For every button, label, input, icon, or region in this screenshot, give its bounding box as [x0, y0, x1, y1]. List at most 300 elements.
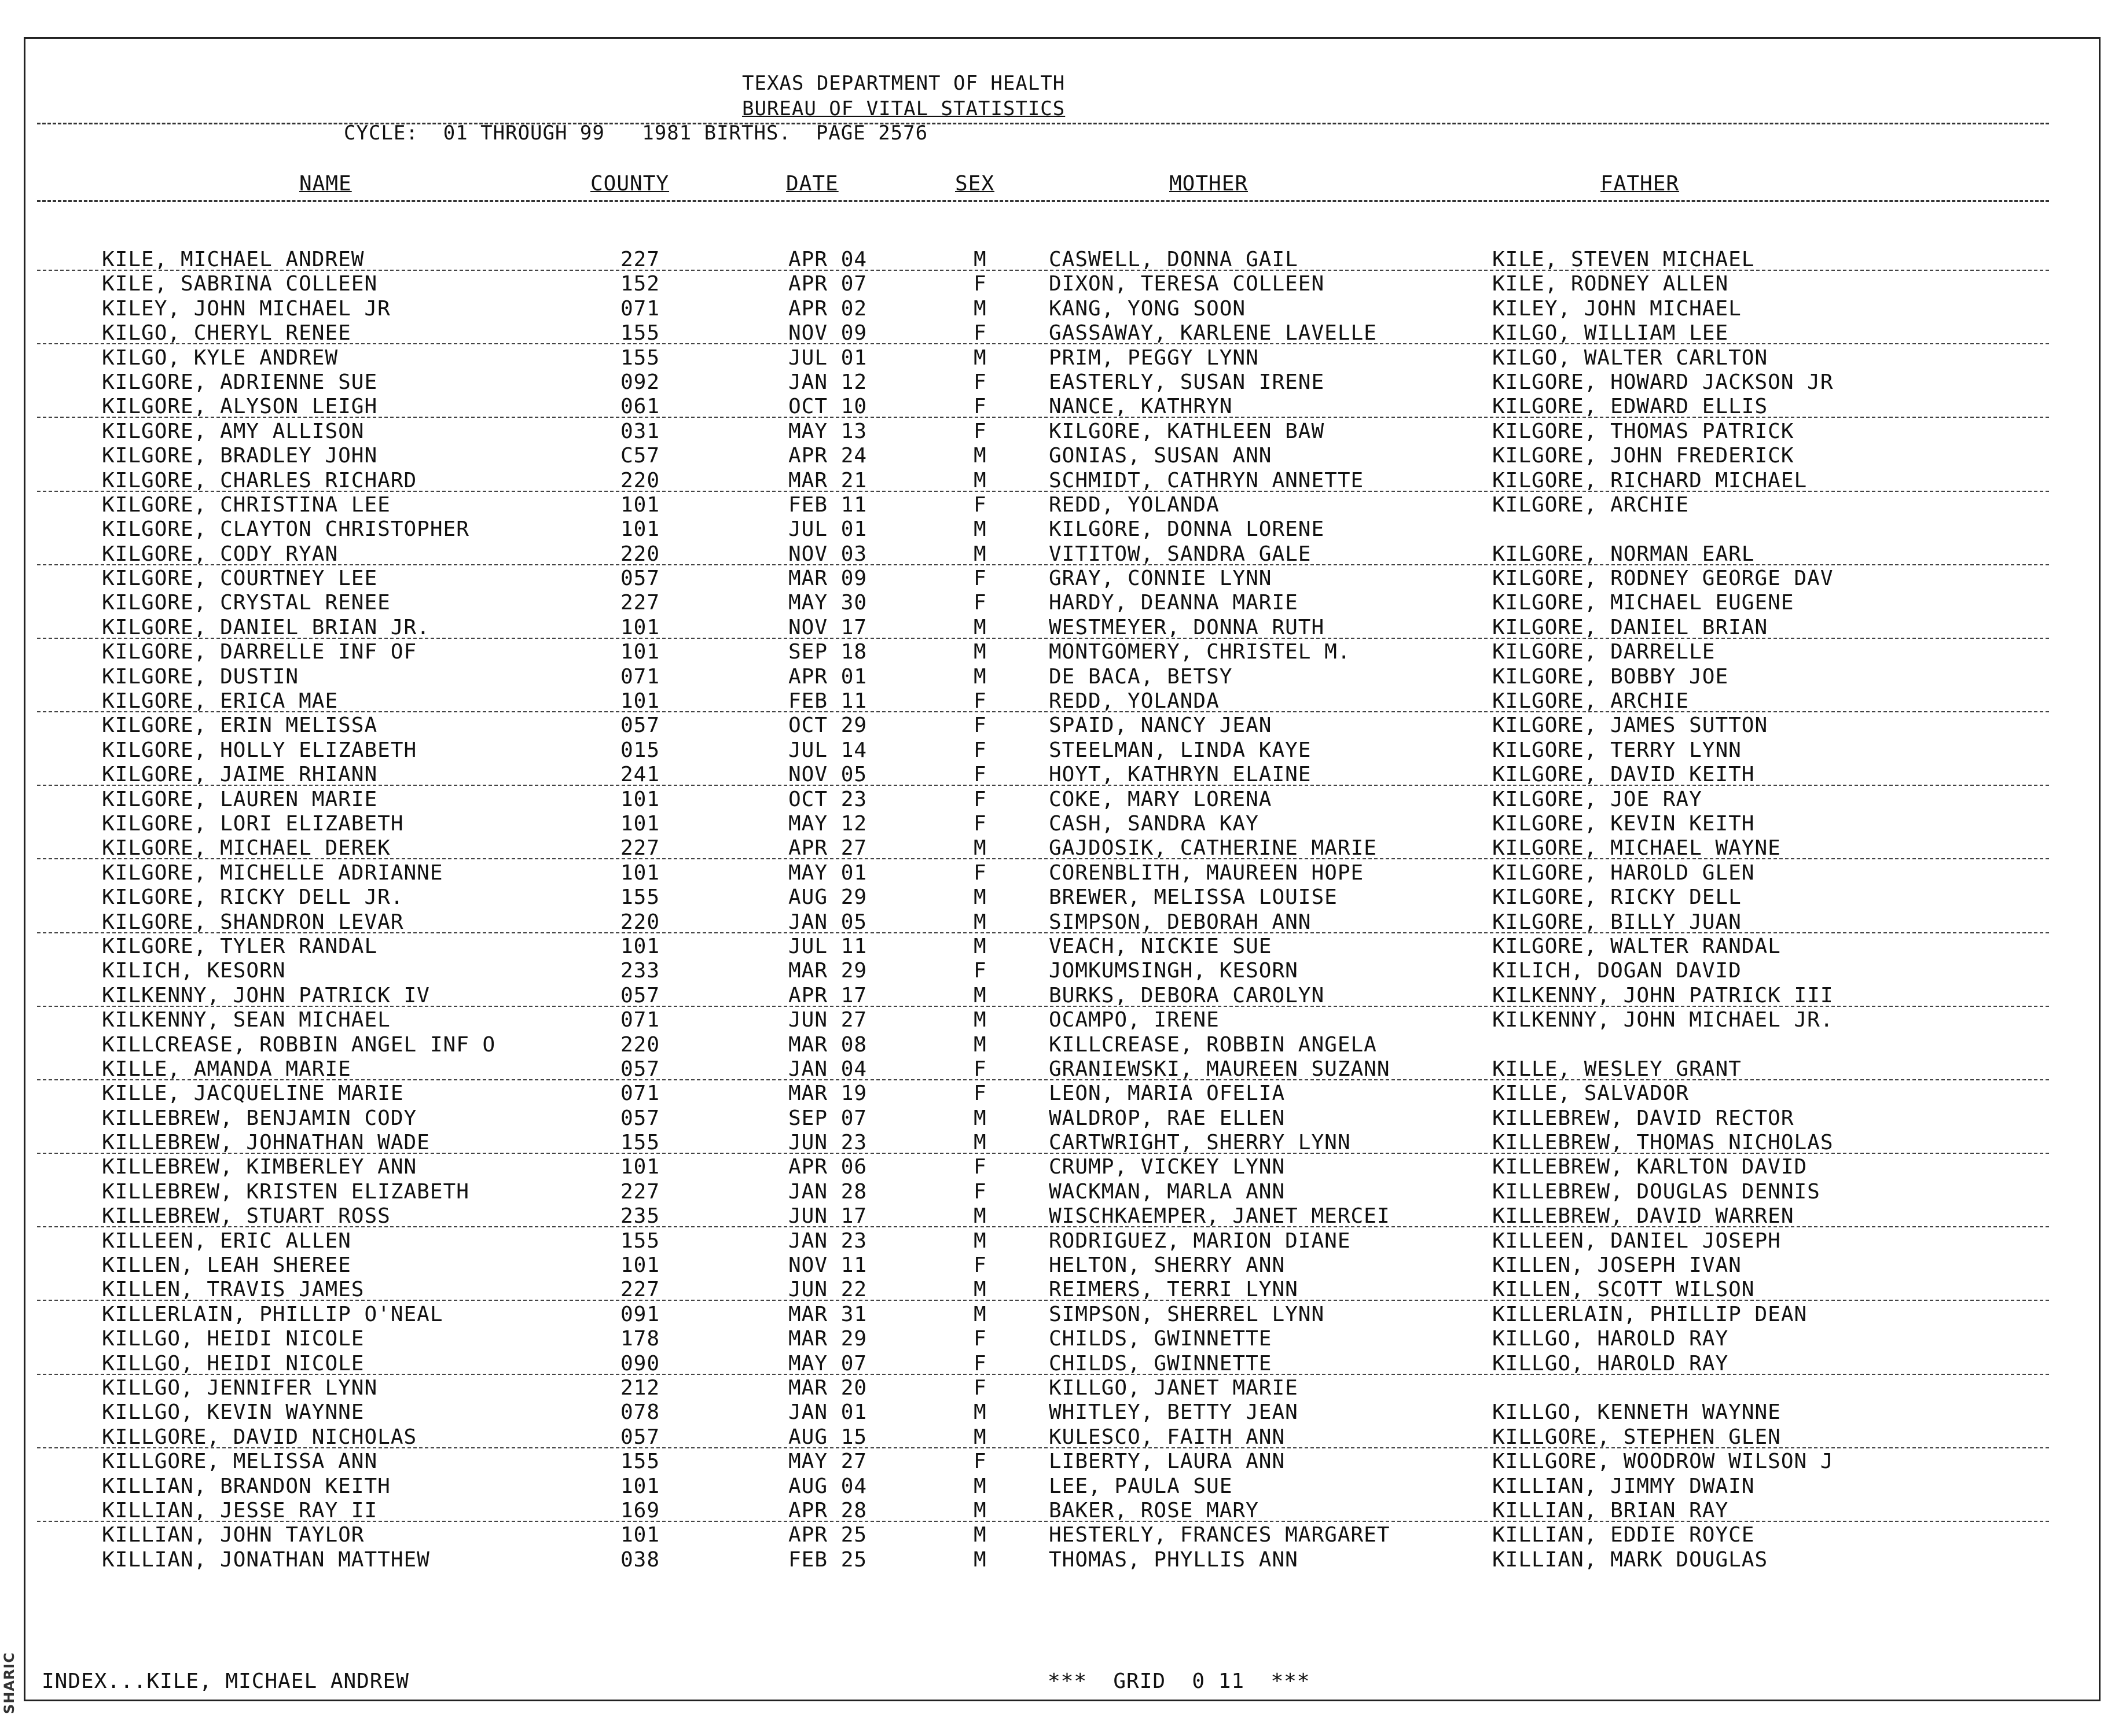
record-name: KILLGO, KEVIN WAYNNE: [102, 1400, 365, 1425]
record-county: 071: [620, 296, 660, 321]
record-county: 057: [620, 1106, 660, 1130]
record-sex: F: [974, 492, 987, 517]
record-name: KILLIAN, JONATHAN MATTHEW: [102, 1547, 430, 1572]
record-mother: CRUMP, VICKEY LYNN: [1049, 1155, 1286, 1179]
record-name: KILLE, AMANDA MARIE: [102, 1057, 351, 1081]
record-name: KILICH, KESORN: [102, 959, 286, 983]
record-date: NOV 05: [788, 763, 868, 787]
birth-records-table: [0, 248, 2115, 1572]
column-header-mother: MOTHER: [1169, 172, 1249, 196]
record-name: KILGORE, DUSTIN: [102, 664, 299, 689]
record-name: KILGORE, MICHAEL DEREK: [102, 836, 391, 860]
record-father: KILLEN, JOSEPH IVAN: [1492, 1253, 1742, 1278]
column-header-name: NAME: [299, 172, 352, 196]
record-father: KILGORE, RODNEY GEORGE DAV: [1492, 567, 1834, 591]
record-name: KILGO, KYLE ANDREW: [102, 345, 339, 370]
record-name: KILGORE, ERIN MELISSA: [102, 713, 378, 738]
record-sex: F: [974, 370, 987, 394]
record-name: KILLEN, TRAVIS JAMES: [102, 1278, 365, 1302]
table-row: [0, 640, 2115, 664]
record-sex: F: [974, 567, 987, 591]
record-date: APR 06: [788, 1155, 868, 1179]
record-mother: KULESCO, FAITH ANN: [1049, 1425, 1286, 1449]
record-mother: WISCHKAEMPER, JANET MERCEI: [1049, 1204, 1390, 1229]
record-sex: F: [974, 1450, 987, 1474]
record-father: KILGORE, MICHAEL EUGENE: [1492, 591, 1794, 615]
record-father: KILGORE, KEVIN KEITH: [1492, 811, 1755, 836]
record-date: OCT 29: [788, 713, 868, 738]
record-sex: M: [974, 1400, 987, 1425]
record-name: KILGORE, BRADLEY JOHN: [102, 444, 378, 468]
record-name: KILLEBREW, STUART ROSS: [102, 1204, 391, 1229]
record-mother: HELTON, SHERRY ANN: [1049, 1253, 1286, 1278]
record-date: JUL 01: [788, 345, 868, 370]
record-county: 155: [620, 1450, 660, 1474]
record-date: APR 07: [788, 272, 868, 296]
record-date: MAR 20: [788, 1375, 868, 1400]
record-mother: CASWELL, DONNA GAIL: [1049, 248, 1298, 271]
record-date: MAR 29: [788, 1327, 868, 1351]
record-mother: RODRIGUEZ, MARION DIANE: [1049, 1229, 1351, 1253]
table-row: [0, 1229, 2115, 1253]
record-father: KILGORE, DAVID KEITH: [1492, 763, 1755, 787]
record-date: APR 02: [788, 296, 868, 321]
table-row: [0, 1033, 2115, 1057]
record-mother: LIBERTY, LAURA ANN: [1049, 1450, 1286, 1474]
record-sex: M: [974, 1547, 987, 1572]
record-mother: SIMPSON, DEBORAH ANN: [1049, 910, 1312, 934]
record-date: JUL 11: [788, 934, 868, 958]
record-county: 241: [620, 763, 660, 787]
record-name: KILLERLAIN, PHILLIP O'NEAL: [102, 1302, 443, 1326]
record-name: KILGORE, CRYSTAL RENEE: [102, 591, 391, 615]
table-row: [0, 248, 2115, 272]
table-row: [0, 1425, 2115, 1450]
record-name: KILGORE, CLAYTON CHRISTOPHER: [102, 517, 469, 542]
record-date: AUG 15: [788, 1425, 868, 1449]
record-date: JAN 01: [788, 1400, 868, 1425]
record-mother: BREWER, MELISSA LOUISE: [1049, 885, 1338, 910]
table-row: [0, 1155, 2115, 1179]
record-county: 071: [620, 1082, 660, 1106]
record-sex: F: [974, 1179, 987, 1204]
record-name: KILLGO, JENNIFER LYNN: [102, 1375, 378, 1400]
table-row: [0, 542, 2115, 567]
record-date: JAN 04: [788, 1057, 868, 1081]
record-sex: M: [974, 517, 987, 542]
record-mother: CARTWRIGHT, SHERRY LYNN: [1049, 1131, 1351, 1155]
record-father: KILGORE, RICHARD MICHAEL: [1492, 468, 1808, 492]
record-father: KILLE, WESLEY GRANT: [1492, 1057, 1742, 1081]
record-county: 101: [620, 1155, 660, 1179]
record-sex: F: [974, 811, 987, 836]
column-header-separator: [37, 200, 2049, 202]
record-mother: LEE, PAULA SUE: [1049, 1474, 1233, 1498]
record-sex: M: [974, 983, 987, 1007]
record-county: 227: [620, 591, 660, 615]
record-county: 152: [620, 272, 660, 296]
table-row: [0, 1131, 2115, 1155]
record-county: 101: [620, 1253, 660, 1278]
record-mother: LEON, MARIA OFELIA: [1049, 1082, 1286, 1106]
record-name: KILGORE, CODY RYAN: [102, 542, 339, 566]
record-county: 057: [620, 713, 660, 738]
record-father: KILLEBREW, THOMAS NICHOLAS: [1492, 1131, 1834, 1155]
record-mother: NANCE, KATHRYN: [1049, 395, 1233, 419]
record-mother: CHILDS, GWINNETTE: [1049, 1327, 1272, 1351]
record-county: 101: [620, 934, 660, 958]
side-stamp: SHARIC: [1, 1652, 17, 1714]
record-name: KILGORE, LORI ELIZABETH: [102, 811, 404, 836]
record-county: 038: [620, 1547, 660, 1572]
record-mother: CORENBLITH, MAUREEN HOPE: [1049, 860, 1364, 885]
record-father: KILLGORE, STEPHEN GLEN: [1492, 1425, 1781, 1449]
record-county: 061: [620, 395, 660, 419]
record-name: KILLGORE, DAVID NICHOLAS: [102, 1425, 417, 1449]
record-date: APR 25: [788, 1523, 868, 1547]
record-mother: KILLGO, JANET MARIE: [1049, 1375, 1298, 1400]
record-date: AUG 04: [788, 1474, 868, 1498]
record-sex: F: [974, 591, 987, 615]
record-county: 212: [620, 1375, 660, 1400]
record-county: 169: [620, 1498, 660, 1522]
record-mother: MONTGOMERY, CHRISTEL M.: [1049, 640, 1351, 664]
table-row: [0, 1303, 2115, 1327]
record-father: KILGORE, WALTER RANDAL: [1492, 934, 1781, 958]
table-row: [0, 420, 2115, 444]
table-row: [0, 1400, 2115, 1425]
record-sex: F: [974, 713, 987, 738]
record-father: KILLIAN, EDDIE ROYCE: [1492, 1523, 1755, 1547]
header-separator: [37, 123, 2049, 124]
record-mother: KILGORE, DONNA LORENE: [1049, 517, 1325, 542]
record-mother: REDD, YOLANDA: [1049, 689, 1220, 713]
record-sex: M: [974, 934, 987, 958]
record-father: KILGORE, THOMAS PATRICK: [1492, 419, 1794, 443]
column-header-father: FATHER: [1600, 172, 1680, 196]
record-county: 155: [620, 321, 660, 345]
table-row: [0, 1352, 2115, 1376]
record-father: KILGORE, BOBBY JOE: [1492, 664, 1729, 689]
record-county: 078: [620, 1400, 660, 1425]
record-sex: F: [974, 1351, 987, 1375]
table-row: [0, 493, 2115, 517]
record-date: FEB 11: [788, 492, 868, 517]
record-name: KILGO, CHERYL RENEE: [102, 321, 351, 345]
record-sex: M: [974, 1474, 987, 1498]
record-county: 057: [620, 1057, 660, 1081]
record-sex: M: [974, 1229, 987, 1253]
record-name: KILLEEN, ERIC ALLEN: [102, 1229, 351, 1253]
record-date: JUN 23: [788, 1131, 868, 1155]
record-date: APR 28: [788, 1498, 868, 1522]
record-father: KILKENNY, JOHN MICHAEL JR.: [1492, 1008, 1834, 1032]
table-row: [0, 1106, 2115, 1131]
record-date: APR 01: [788, 664, 868, 689]
record-sex: M: [974, 1106, 987, 1130]
record-name: KILLEBREW, JOHNATHAN WADE: [102, 1131, 430, 1155]
record-name: KILLEBREW, KIMBERLEY ANN: [102, 1155, 417, 1179]
header-cycle-page: CYCLE: 01 THROUGH 99 1981 BIRTHS. PAGE 2576: [344, 122, 928, 145]
record-county: 220: [620, 1032, 660, 1057]
record-date: APR 17: [788, 983, 868, 1007]
record-date: NOV 09: [788, 321, 868, 345]
record-mother: WACKMAN, MARLA ANN: [1049, 1179, 1286, 1204]
table-row: [0, 984, 2115, 1008]
record-mother: COKE, MARY LORENA: [1049, 787, 1272, 811]
table-row: [0, 1204, 2115, 1229]
table-row: [0, 346, 2115, 370]
record-sex: M: [974, 1302, 987, 1326]
record-date: JAN 12: [788, 370, 868, 394]
record-mother: GONIAS, SUSAN ANN: [1049, 444, 1272, 468]
record-name: KILGORE, ALYSON LEIGH: [102, 395, 378, 419]
table-row: [0, 370, 2115, 395]
record-sex: F: [974, 1253, 987, 1278]
record-sex: M: [974, 345, 987, 370]
table-row: [0, 567, 2115, 591]
record-sex: M: [974, 468, 987, 492]
record-name: KILGORE, CHARLES RICHARD: [102, 468, 417, 492]
record-name: KILEY, JOHN MICHAEL JR: [102, 296, 391, 321]
record-mother: GAJDOSIK, CATHERINE MARIE: [1049, 836, 1377, 860]
record-county: 233: [620, 959, 660, 983]
record-name: KILLIAN, BRANDON KEITH: [102, 1474, 391, 1498]
record-father: KILE, STEVEN MICHAEL: [1492, 248, 1755, 271]
table-row: [0, 763, 2115, 787]
record-sex: F: [974, 1057, 987, 1081]
table-row: [0, 665, 2115, 689]
record-father: KILLERLAIN, PHILLIP DEAN: [1492, 1302, 1808, 1326]
record-mother: WALDROP, RAE ELLEN: [1049, 1106, 1286, 1130]
record-sex: F: [974, 1327, 987, 1351]
record-county: 220: [620, 542, 660, 566]
record-date: JUN 27: [788, 1008, 868, 1032]
column-header-date: DATE: [786, 172, 839, 196]
record-sex: M: [974, 1204, 987, 1229]
record-father: KILGORE, ARCHIE: [1492, 689, 1690, 713]
record-date: MAR 29: [788, 959, 868, 983]
record-mother: KANG, YONG SOON: [1049, 296, 1246, 321]
record-mother: EASTERLY, SUSAN IRENE: [1049, 370, 1325, 394]
table-row: [0, 689, 2115, 713]
table-row: [0, 910, 2115, 935]
record-father: KILGORE, DANIEL BRIAN: [1492, 615, 1768, 639]
table-row: [0, 1057, 2115, 1082]
record-date: MAY 12: [788, 811, 868, 836]
table-row: [0, 272, 2115, 296]
table-row: [0, 861, 2115, 885]
record-county: 031: [620, 419, 660, 443]
record-father: KILLGO, HAROLD RAY: [1492, 1351, 1729, 1375]
record-county: 227: [620, 1278, 660, 1302]
record-sex: F: [974, 860, 987, 885]
record-sex: M: [974, 910, 987, 934]
table-row: [0, 616, 2115, 640]
record-mother: WHITLEY, BETTY JEAN: [1049, 1400, 1298, 1425]
record-mother: PRIM, PEGGY LYNN: [1049, 345, 1259, 370]
record-father: KILLGO, HAROLD RAY: [1492, 1327, 1729, 1351]
record-date: MAR 21: [788, 468, 868, 492]
record-county: 092: [620, 370, 660, 394]
record-county: 071: [620, 664, 660, 689]
record-date: FEB 25: [788, 1547, 868, 1572]
record-father: KILLEEN, DANIEL JOSEPH: [1492, 1229, 1781, 1253]
record-father: KILGORE, JOHN FREDERICK: [1492, 444, 1794, 468]
record-father: KILGORE, MICHAEL WAYNE: [1492, 836, 1781, 860]
record-name: KILKENNY, SEAN MICHAEL: [102, 1008, 391, 1032]
record-father: KILKENNY, JOHN PATRICK III: [1492, 983, 1834, 1007]
record-sex: F: [974, 1082, 987, 1106]
record-mother: BAKER, ROSE MARY: [1049, 1498, 1259, 1522]
record-sex: F: [974, 272, 987, 296]
record-date: APR 27: [788, 836, 868, 860]
table-row: [0, 1499, 2115, 1523]
record-date: NOV 17: [788, 615, 868, 639]
record-father: KILGORE, HOWARD JACKSON JR: [1492, 370, 1834, 394]
record-county: 227: [620, 836, 660, 860]
record-county: 090: [620, 1351, 660, 1375]
table-row: [0, 297, 2115, 321]
record-sex: M: [974, 542, 987, 566]
record-name: KILLGORE, MELISSA ANN: [102, 1450, 378, 1474]
record-date: MAY 01: [788, 860, 868, 885]
record-mother: GASSAWAY, KARLENE LAVELLE: [1049, 321, 1377, 345]
record-county: 155: [620, 1131, 660, 1155]
record-sex: M: [974, 1032, 987, 1057]
record-mother: CHILDS, GWINNETTE: [1049, 1351, 1272, 1375]
record-county: 227: [620, 248, 660, 271]
record-date: MAY 30: [788, 591, 868, 615]
table-row: [0, 1474, 2115, 1499]
table-row: [0, 1082, 2115, 1106]
record-name: KILGORE, DARRELLE INF OF: [102, 640, 417, 664]
record-county: 101: [620, 640, 660, 664]
table-row: [0, 321, 2115, 345]
table-row: [0, 1523, 2115, 1547]
record-name: KILKENNY, JOHN PATRICK IV: [102, 983, 430, 1007]
record-mother: GRANIEWSKI, MAUREEN SUZANN: [1049, 1057, 1390, 1081]
record-name: KILLEBREW, BENJAMIN CODY: [102, 1106, 417, 1130]
record-date: NOV 03: [788, 542, 868, 566]
record-father: KILGORE, JOE RAY: [1492, 787, 1702, 811]
table-row: [0, 1327, 2115, 1351]
record-sex: M: [974, 444, 987, 468]
record-date: MAR 19: [788, 1082, 868, 1106]
record-date: SEP 18: [788, 640, 868, 664]
record-sex: M: [974, 1131, 987, 1155]
record-date: NOV 11: [788, 1253, 868, 1278]
record-name: KILGORE, DANIEL BRIAN JR.: [102, 615, 430, 639]
record-mother: REDD, YOLANDA: [1049, 492, 1220, 517]
record-date: MAR 09: [788, 567, 868, 591]
record-date: SEP 07: [788, 1106, 868, 1130]
record-name: KILGORE, LAUREN MARIE: [102, 787, 378, 811]
record-father: KILGORE, HAROLD GLEN: [1492, 860, 1755, 885]
record-father: KILGO, WALTER CARLTON: [1492, 345, 1768, 370]
header-department: TEXAS DEPARTMENT OF HEALTH: [742, 72, 1066, 95]
record-sex: F: [974, 689, 987, 713]
record-date: JAN 05: [788, 910, 868, 934]
record-name: KILE, MICHAEL ANDREW: [102, 248, 365, 271]
table-row: [0, 812, 2115, 836]
record-county: 155: [620, 885, 660, 910]
record-date: OCT 23: [788, 787, 868, 811]
record-father: KILGORE, ARCHIE: [1492, 492, 1690, 517]
record-mother: HARDY, DEANNA MARIE: [1049, 591, 1298, 615]
record-father: KILLGORE, WOODROW WILSON J: [1492, 1450, 1834, 1474]
footer-index: INDEX...KILE, MICHAEL ANDREW: [42, 1669, 409, 1693]
record-sex: F: [974, 763, 987, 787]
record-date: JUN 17: [788, 1204, 868, 1229]
record-sex: M: [974, 1278, 987, 1302]
record-date: JUN 22: [788, 1278, 868, 1302]
record-father: KILGORE, JAMES SUTTON: [1492, 713, 1768, 738]
record-mother: STEELMAN, LINDA KAYE: [1049, 738, 1312, 762]
record-name: KILGORE, AMY ALLISON: [102, 419, 365, 443]
record-date: FEB 11: [788, 689, 868, 713]
record-mother: WESTMEYER, DONNA RUTH: [1049, 615, 1325, 639]
record-sex: F: [974, 959, 987, 983]
record-father: KILLIAN, MARK DOUGLAS: [1492, 1547, 1768, 1572]
record-mother: SCHMIDT, CATHRYN ANNETTE: [1049, 468, 1364, 492]
record-name: KILGORE, ERICA MAE: [102, 689, 339, 713]
record-mother: HOYT, KATHRYN ELAINE: [1049, 763, 1312, 787]
record-county: 235: [620, 1204, 660, 1229]
table-row: [0, 469, 2115, 493]
record-date: OCT 10: [788, 395, 868, 419]
table-row: [0, 959, 2115, 983]
record-father: KILGORE, RICKY DELL: [1492, 885, 1742, 910]
record-county: 101: [620, 1474, 660, 1498]
header-bureau: BUREAU OF VITAL STATISTICS: [742, 97, 1066, 120]
record-county: 227: [620, 1179, 660, 1204]
record-date: APR 24: [788, 444, 868, 468]
table-row: [0, 713, 2115, 738]
record-date: MAY 27: [788, 1450, 868, 1474]
record-date: AUG 29: [788, 885, 868, 910]
record-sex: M: [974, 640, 987, 664]
record-sex: F: [974, 1155, 987, 1179]
table-row: [0, 591, 2115, 615]
record-county: 220: [620, 910, 660, 934]
record-county: 057: [620, 983, 660, 1007]
record-mother: SIMPSON, SHERREL LYNN: [1049, 1302, 1325, 1326]
record-county: 101: [620, 492, 660, 517]
record-county: 155: [620, 1229, 660, 1253]
record-county: 015: [620, 738, 660, 762]
record-county: 057: [620, 567, 660, 591]
record-county: 101: [620, 860, 660, 885]
table-row: [0, 1376, 2115, 1400]
record-name: KILLIAN, JOHN TAYLOR: [102, 1523, 365, 1547]
record-name: KILLEN, LEAH SHEREE: [102, 1253, 351, 1278]
record-mother: KILGORE, KATHLEEN BAW: [1049, 419, 1325, 443]
record-mother: HESTERLY, FRANCES MARGARET: [1049, 1523, 1390, 1547]
record-sex: F: [974, 321, 987, 345]
table-row: [0, 1548, 2115, 1572]
record-sex: M: [974, 1008, 987, 1032]
record-mother: VEACH, NICKIE SUE: [1049, 934, 1272, 958]
record-sex: M: [974, 1425, 987, 1449]
record-sex: F: [974, 395, 987, 419]
record-father: KILGORE, NORMAN EARL: [1492, 542, 1755, 566]
table-row: [0, 1450, 2115, 1474]
table-row: [0, 517, 2115, 542]
record-date: APR 04: [788, 248, 868, 271]
record-sex: M: [974, 664, 987, 689]
record-county: 101: [620, 517, 660, 542]
